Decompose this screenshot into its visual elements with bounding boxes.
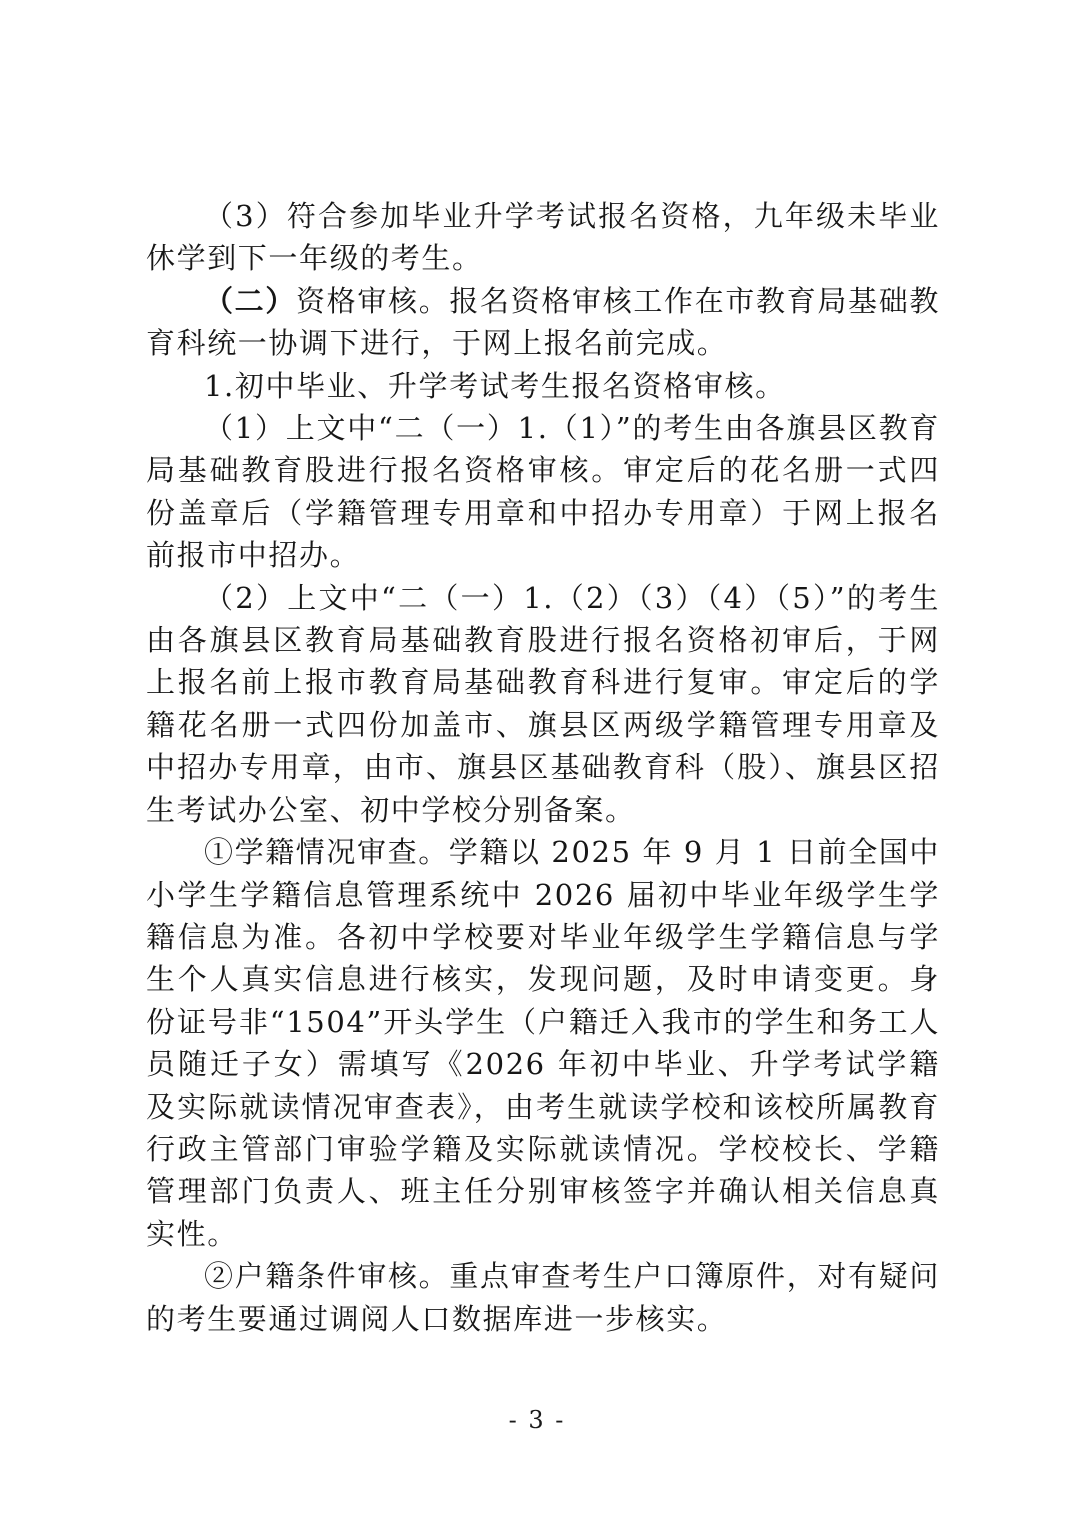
paragraph-student-status-review: ①学籍情况审查。学籍以 2025 年 9 月 1 日前全国中小学生学籍信息管理系统中 2026 届初中毕业年级学生学籍信息为准。各初中学校要对毕业年级学生学籍信息与学生个人真实信息进行核实，发现问题，及时申请变更。身份证号非“1504”开头学生（户籍迁入我市的学生和务工人员随迁子女）需填写《2026 年初中毕业、升学考试学籍及实际就读情况审查表》，由考生就读学校和该校所属教育行政主管部门审验学籍及实际就读情况。学校校长、学籍管理部门负责人、班主任分别审核签字并确认相关信息真实性。 — [146, 835, 941, 1251]
section-heading: （二） — [204, 283, 297, 318]
paragraph-subsection-1: 1.初中毕业、升学考试考生报名资格审核。 — [204, 368, 786, 403]
section-text: 资格审核。报名资格审核工作在市教育局基础教育科统一协调下进行，于网上报名前完成。 — [146, 283, 940, 361]
paragraph-item-3-eligibility: （3）符合参加毕业升学考试报名资格，九年级未毕业休学到下一年级的考生。 — [146, 199, 940, 276]
paragraph-household-review: ②户籍条件审核。重点审查考生户口簿原件，对有疑问的考生要通过调阅人口数据库进一步核实。 — [146, 1259, 940, 1336]
document-body — [146, 195, 940, 1340]
paragraph-review-1: （1）上文中“二（一）1.（1）”的考生由各旗县区教育局基础教育股进行报名资格审核。审定后的花名册一式四份盖章后（学籍管理专用章和中招办专用章）于网上报名前报市中招办。 — [146, 411, 940, 573]
paragraph-section-qualification-review — [146, 280, 940, 365]
page-number: - 3 - — [508, 1406, 566, 1434]
paragraph-review-2: （2）上文中“二（一）1.（2）（3）（4）（5）”的考生由各旗县区教育局基础教育股进行报名资格初审后，于网上报名前上报市教育局基础教育科进行复审。审定后的学籍花名册一式四份加盖市、旗县区两级学籍管理专用章及中招办专用章，由市、旗县区基础教育科（股）、旗县区招生考试办公室、初中学校分别备案。 — [146, 580, 940, 827]
